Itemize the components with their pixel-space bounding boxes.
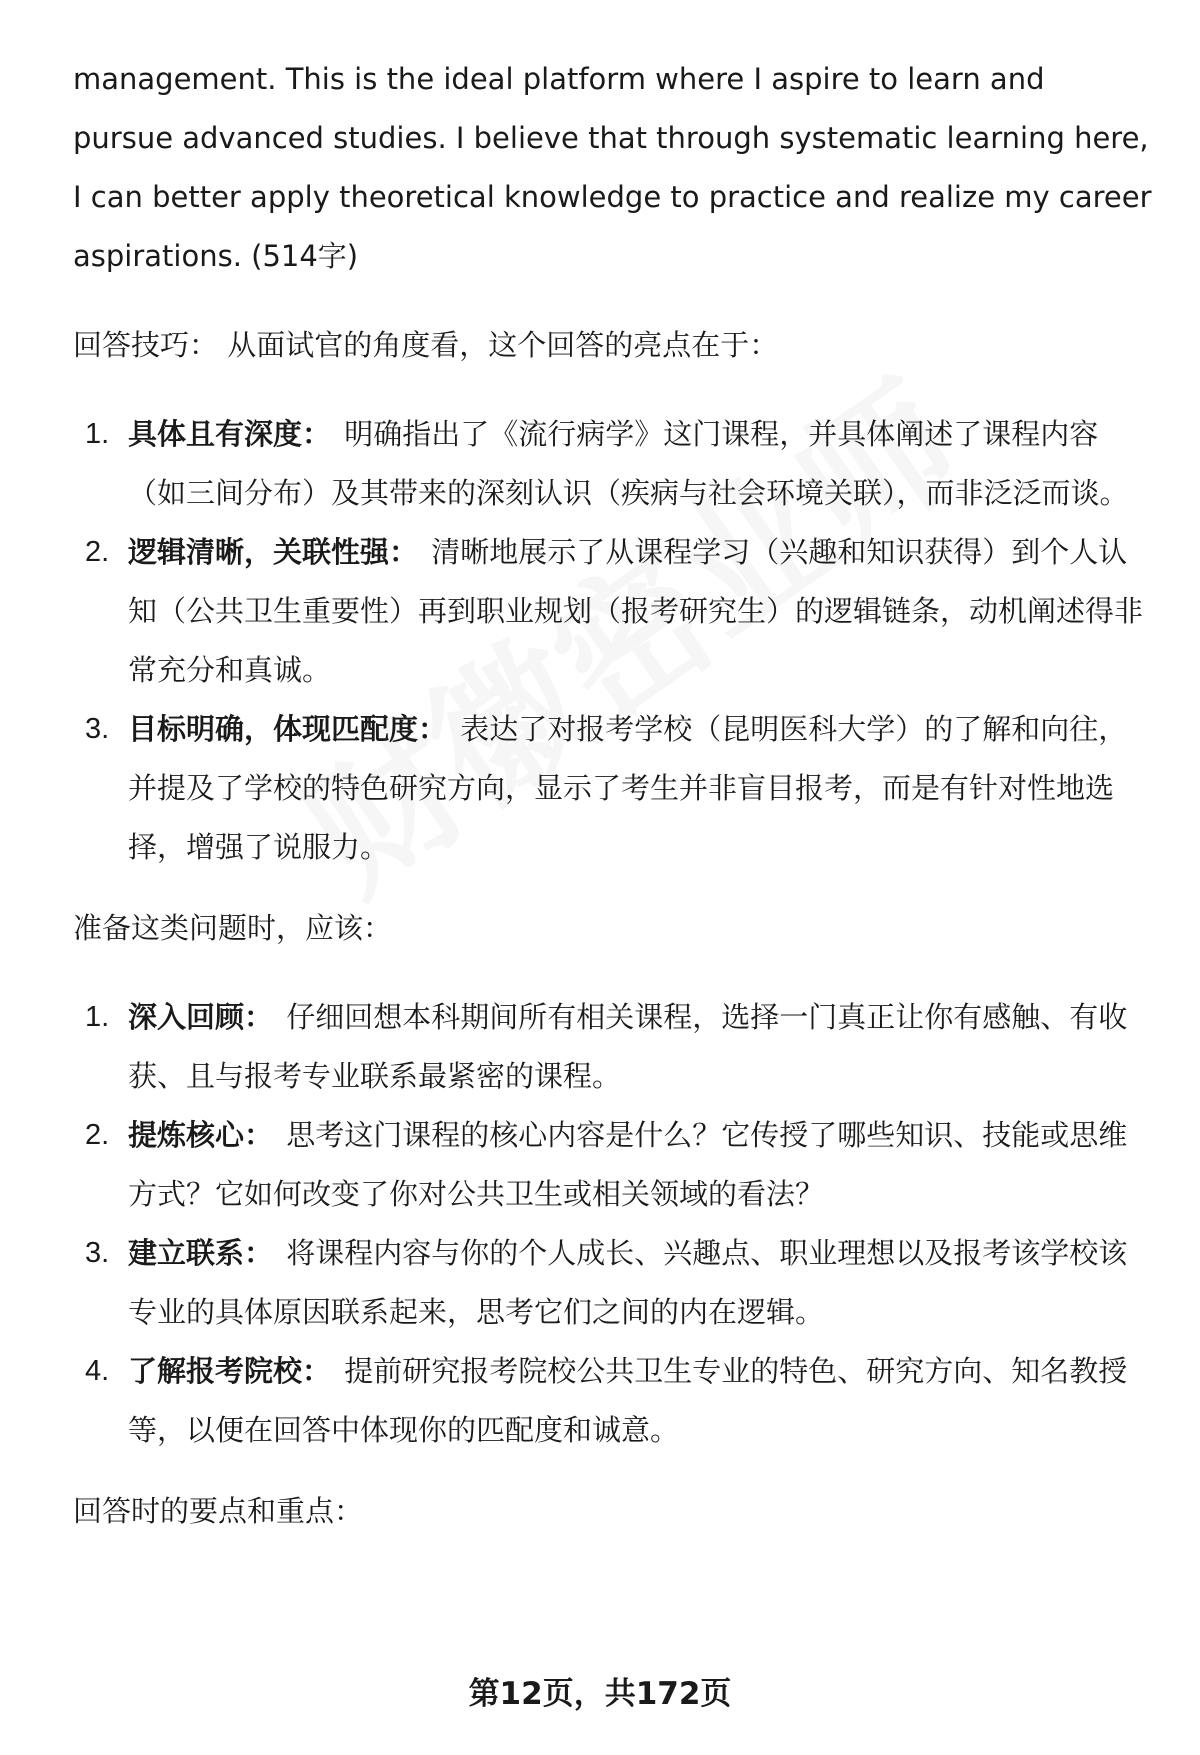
list-text: 思考这门课程的核心内容是什么？它传授了哪些知识、技能或思维方式？它如何改变了你对公共卫生或相关领域的看法？ xyxy=(128,1118,1128,1211)
prep-list xyxy=(73,988,1153,1460)
list-term: 提炼核心： xyxy=(128,1118,274,1152)
list-number: 4. xyxy=(85,1355,110,1387)
list-term: 目标明确，体现匹配度： xyxy=(128,712,448,746)
list-text: 表达了对报考学校（昆明医科大学）的了解和向往，并提及了学校的特色研究方向，显示了考生并非盲目报考，而是有针对性地选择，增强了说服力。 xyxy=(128,712,1128,864)
list-text: 将课程内容与你的个人成长、兴趣点、职业理想以及报考该学校该专业的具体原因联系起来，思考它们之间的内在逻辑。 xyxy=(128,1236,1128,1329)
intro-paragraph: management. This is the ideal platform where I aspire to learn and pursue advanced studies. I believe that through systematic learning here, I can better apply theoretical knowledge to practice and realize my career aspirations. (514字) xyxy=(73,62,1152,273)
page-footer: 第12页，共172页 xyxy=(468,1676,732,1712)
list-text: 清晰地展示了从课程学习（兴趣和知识获得）到个人认知（公共卫生重要性）再到职业规划（报考研究生）的逻辑链条，动机阐述得非常充分和真诚。 xyxy=(128,535,1144,687)
list-text: 提前研究报考院校公共卫生专业的特色、研究方向、知名教授等，以便在回答中体现你的匹配度和诚意。 xyxy=(128,1354,1128,1447)
list-number: 2. xyxy=(85,536,110,568)
list-number: 1. xyxy=(85,1001,110,1033)
tips-list xyxy=(73,405,1153,877)
list-item xyxy=(73,1224,1153,1342)
list-number: 3. xyxy=(85,713,110,745)
list-item xyxy=(73,405,1153,523)
list-term: 建立联系： xyxy=(128,1236,274,1270)
list-item xyxy=(73,1342,1153,1460)
list-term: 了解报考院校： xyxy=(128,1354,332,1388)
list-term: 具体且有深度： xyxy=(128,417,332,451)
list-text: 仔细回想本科期间所有相关课程，选择一门真正让你有感触、有收获、且与报考专业联系最紧密的课程。 xyxy=(128,1000,1128,1093)
list-number: 1. xyxy=(85,418,110,450)
list-item xyxy=(73,700,1153,877)
list-number: 2. xyxy=(85,1119,110,1151)
key-points-heading: 回答时的要点和重点： xyxy=(73,1494,364,1528)
list-item xyxy=(73,1106,1153,1224)
list-item xyxy=(73,988,1153,1106)
list-number: 3. xyxy=(85,1237,110,1269)
document-body xyxy=(73,50,1153,1541)
tips-heading: 回答技巧： 从面试官的角度看，这个回答的亮点在于： xyxy=(73,328,779,362)
list-term: 深入回顾： xyxy=(128,1000,274,1034)
list-text: 明确指出了《流行病学》这门课程，并具体阐述了课程内容（如三间分布）及其带来的深刻认识（疾病与社会环境关联），而非泛泛而谈。 xyxy=(128,417,1129,510)
list-item xyxy=(73,523,1153,700)
prep-heading: 准备这类问题时，应该： xyxy=(73,911,393,945)
list-term: 逻辑清晰，关联性强： xyxy=(128,535,419,569)
